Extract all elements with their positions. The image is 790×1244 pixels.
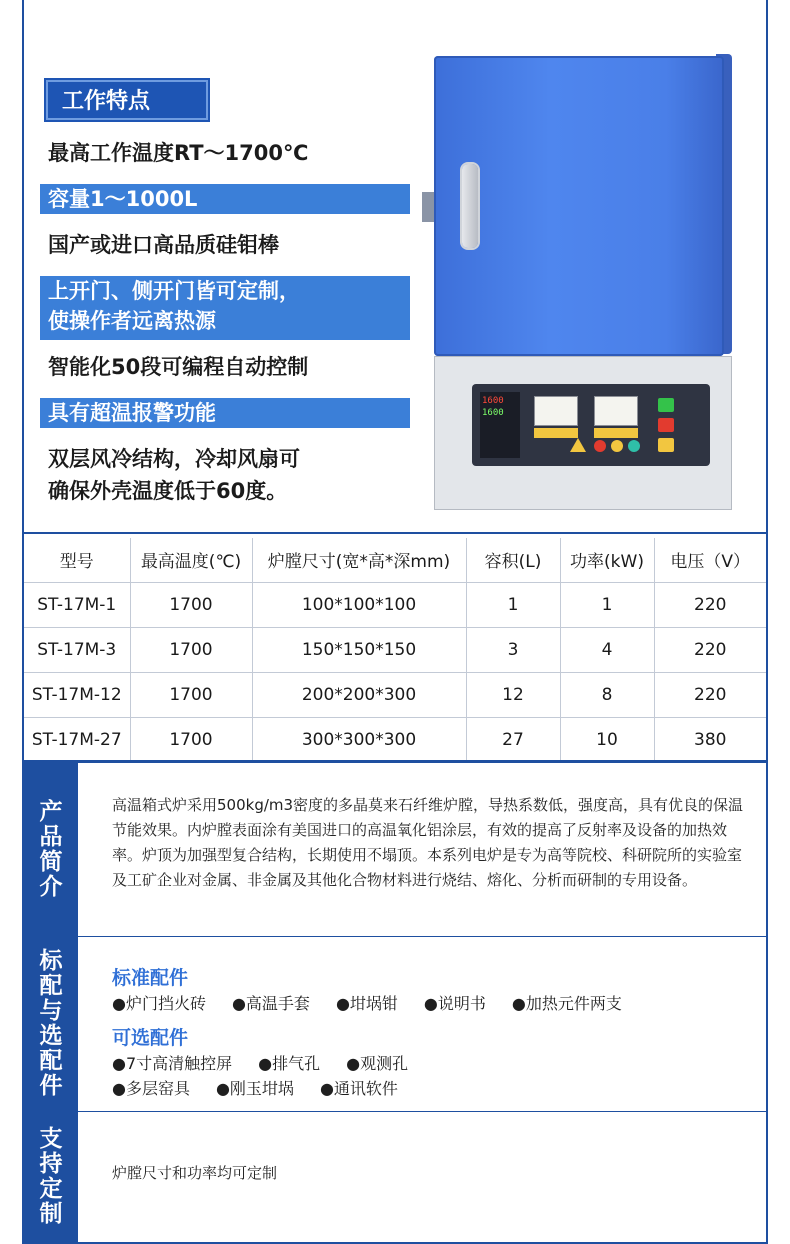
- cell-model: ST-17M-1: [24, 582, 130, 627]
- list-item: ●刚玉坩埚: [215, 1079, 294, 1098]
- cell-model: ST-17M-3: [24, 627, 130, 672]
- intro-body: [78, 763, 766, 937]
- cell-power: 10: [560, 717, 654, 762]
- header-voltage: 电压（V）: [654, 538, 766, 582]
- intro-section: [24, 763, 766, 937]
- furnace-illustration: [410, 52, 750, 512]
- cell-power: 1: [560, 582, 654, 627]
- header-power: 功率(kW): [560, 538, 654, 582]
- list-item: ●高温手套: [231, 994, 310, 1013]
- divider-top-table: [24, 532, 766, 534]
- cell-power: 8: [560, 672, 654, 717]
- cell-voltage: 220: [654, 627, 766, 672]
- temperature-controller: [480, 392, 520, 458]
- cell-volume: 1: [466, 582, 560, 627]
- features-section: [24, 0, 766, 530]
- ammeter: [534, 396, 578, 426]
- header-volume: 容积(L): [466, 538, 560, 582]
- feature-door-line-1: 上开门、侧开门皆可定制，: [48, 279, 300, 303]
- list-item: ●加热元件两支: [511, 994, 622, 1013]
- cell-volume: 12: [466, 672, 560, 717]
- table-row: [24, 582, 766, 627]
- cell-model: ST-17M-12: [24, 672, 130, 717]
- table-row: [24, 717, 766, 762]
- cell-voltage: 220: [654, 672, 766, 717]
- optional-accessories-row-1: [112, 1051, 434, 1074]
- support-label: 支持定制: [24, 1112, 78, 1242]
- voltmeter: [594, 396, 638, 426]
- feature-line-cooling-2: 确保外壳温度低于60度。: [48, 479, 288, 503]
- cell-voltage: 380: [654, 717, 766, 762]
- feature-door-line-2: 使操作者远离热源: [48, 309, 216, 333]
- support-body: [78, 1112, 766, 1242]
- green-knob: [628, 440, 640, 452]
- features-title: 工作特点: [46, 80, 208, 120]
- controller-reading-2: 1600: [482, 408, 504, 418]
- support-text: 炉膛尺寸和功率均可定制: [112, 1164, 278, 1182]
- list-item: ●炉门挡火砖: [112, 994, 206, 1013]
- warning-icon: [570, 438, 586, 452]
- yellow-button: [658, 438, 674, 452]
- ammeter-label-strip: [534, 428, 578, 438]
- controller-reading-1: 1600: [482, 396, 504, 406]
- support-section: [24, 1112, 766, 1242]
- cell-max-temp: 1700: [130, 627, 252, 672]
- list-item: ●多层窑具: [112, 1079, 190, 1098]
- spec-header-row: [24, 538, 766, 582]
- cell-power: 4: [560, 627, 654, 672]
- list-item: ●说明书: [423, 994, 486, 1013]
- yellow-knob: [611, 440, 623, 452]
- cell-voltage: 220: [654, 582, 766, 627]
- header-chamber-size: 炉膛尺寸(宽*高*深mm): [252, 538, 466, 582]
- header-max-temp: 最高温度(℃): [130, 538, 252, 582]
- cell-model: ST-17M-27: [24, 717, 130, 762]
- cell-max-temp: 1700: [130, 672, 252, 717]
- feature-band-alarm: 具有超温报警功能: [40, 398, 410, 428]
- cell-max-temp: 1700: [130, 582, 252, 627]
- cell-chamber-size: 150*150*150: [252, 627, 466, 672]
- feature-line-cooling-1: 双层风冷结构，冷却风扇可: [48, 447, 300, 471]
- feature-line-heating-rod: 国产或进口高品质硅钼棒: [48, 233, 279, 257]
- feature-line-temp: 最高工作温度RT～1700℃: [48, 141, 309, 165]
- voltmeter-label-strip: [594, 428, 638, 438]
- cell-chamber-size: 200*200*300: [252, 672, 466, 717]
- spec-table: [24, 538, 766, 763]
- cell-chamber-size: 100*100*100: [252, 582, 466, 627]
- table-row: [24, 672, 766, 717]
- optional-accessories-title: 可选配件: [112, 1027, 189, 1049]
- list-item: ●7寸高清触控屏: [112, 1054, 233, 1073]
- list-item: ●坩埚钳: [335, 994, 398, 1013]
- list-item: ●观测孔: [346, 1054, 409, 1073]
- cell-volume: 27: [466, 717, 560, 762]
- cell-chamber-size: 300*300*300: [252, 717, 466, 762]
- accessories-label: 标配与选配件: [24, 937, 78, 1111]
- list-item: ●通讯软件: [319, 1079, 398, 1098]
- cell-max-temp: 1700: [130, 717, 252, 762]
- optional-accessories-row-2: [112, 1076, 424, 1099]
- intro-label: 产品简介: [24, 763, 78, 937]
- furnace-hinge: [422, 192, 434, 222]
- feature-band-capacity: 容量1～1000L: [40, 184, 410, 214]
- green-button: [658, 398, 674, 412]
- frame-border-right: [766, 0, 768, 1244]
- intro-text: 高温箱式炉采用500kg/m3密度的多晶莫来石纤维炉膛，导热系数低，强度高，具有优良的保温节能效果。内炉膛表面涂有美国进口的高温氧化铝涂层，有效的提高了反射率及设备的加热效率。炉顶为加强型复合结构，长期使用不塌顶。本系列电炉是专为高等院校、科研院所的实验室及工矿企业对金属、非金属及其他化合物材料进行烧结、熔化、分析而研制的专用设备。: [112, 796, 744, 889]
- accessories-body: [78, 937, 766, 1111]
- standard-accessories-list: [112, 991, 648, 1014]
- furnace-door-handle: [462, 164, 478, 248]
- header-model: 型号: [24, 538, 130, 582]
- cell-volume: 3: [466, 627, 560, 672]
- red-button: [658, 418, 674, 432]
- list-item: ●排气孔: [258, 1054, 321, 1073]
- feature-band-door: [40, 276, 410, 340]
- red-knob: [594, 440, 606, 452]
- accessories-section: [24, 937, 766, 1111]
- table-row: [24, 627, 766, 672]
- standard-accessories-title: 标准配件: [112, 967, 189, 989]
- feature-line-control: 智能化50段可编程自动控制: [48, 355, 309, 379]
